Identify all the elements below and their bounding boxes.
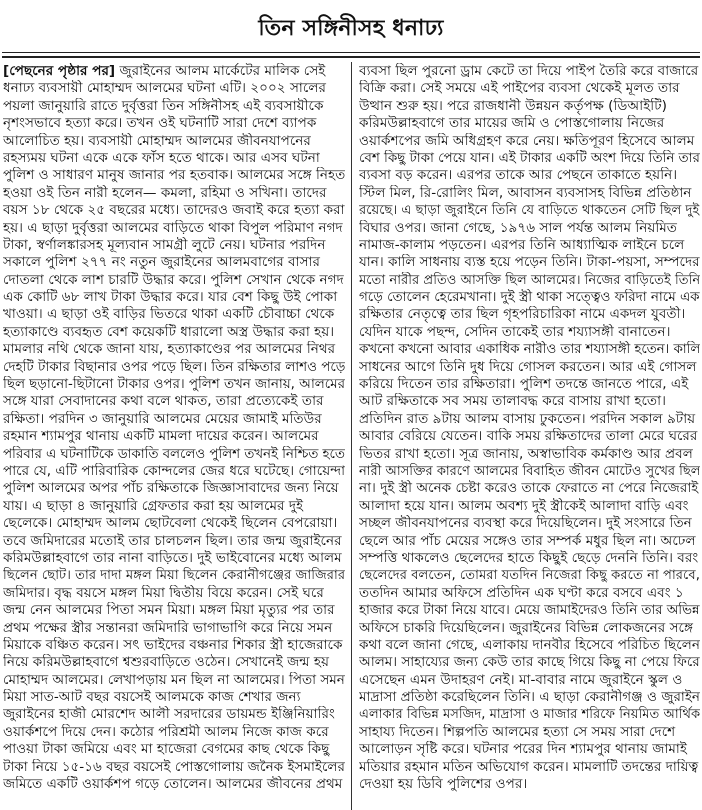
- article-line-text: মতিয়ার রহমান মতিন অভিযোগ করেন। মামলাটি তদন্তের দায়িত্ব: [359, 758, 699, 775]
- article-line-text: বয়স ১৮ থেকে ২৫ বছরের মধ্যে। তাদেরও জবাই করে হত্যা করা: [3, 202, 345, 219]
- article-line: [359, 672, 700, 689]
- article-line: [3, 741, 345, 758]
- article-line: [3, 498, 345, 515]
- article-line-text: হয়। এ ছাড়া দুর্বৃত্তরা আলমের বাড়িতে থাকা বিপুল পরিমাণ নগদ: [3, 219, 343, 236]
- article-line-text: টাকা নিয়ে ১৫-১৬ বছর বয়সেই পোস্তগোলায় জনৈক ইসমাইলের: [3, 758, 345, 775]
- article-line: [359, 324, 700, 341]
- article-line-text: কথা বলে জানা গেছে, এলাকায় দানবীর হিসেবে পরিচিত ছিলেন: [359, 636, 700, 653]
- article-line-text: রক্ষিতার নেতৃত্বে তার ছিল গৃহপরিচারিকা নামে একদল যুবতী।: [359, 306, 686, 323]
- article-line-text: যান। কালি সাধনায় ব্যস্ত হয়ে পড়েন তিনি। টাকা-পয়সা, সম্পদের: [359, 254, 700, 271]
- article-line: [359, 480, 700, 497]
- article-line: [359, 272, 700, 289]
- article-column-left: [3, 63, 345, 810]
- article-line-text: প্রথম পক্ষের স্ত্রীর সন্তানরা জমিদারি ভাগাভাগি করে নিয়ে সমন: [3, 619, 333, 636]
- article-line-text: ভিতর রাখা হতো। সূত্র জানায়, অস্বাভাবিক কর্মকাণ্ড আর প্রবল: [359, 445, 693, 462]
- column-divider: [351, 62, 352, 810]
- article-line: [3, 341, 345, 358]
- article-line-text: প্রতিদিন রাত ৯টায় আলম বাসায় ঢুকতেন। পরদিন সকাল ৯টায়: [359, 410, 696, 427]
- article-line: [359, 567, 700, 584]
- article-line: [359, 289, 700, 306]
- article-line: [3, 393, 345, 410]
- article-line-text: ছেলে আর পাঁচ মেয়ের সঙ্গেও তার সম্পর্ক মধুর ছিল না। অঢেল: [359, 532, 696, 549]
- article-line-text: মামলার নথি থেকে জানা যায়, হত্যাকাণ্ডের পর আলমের নিথর: [3, 341, 336, 358]
- article-line-text: যায়। এ ছাড়া ৪ জানুয়ারি গ্রেফতার করা হয় আলমের দুই: [3, 497, 304, 514]
- article-line-text: পারে যে, এটি পারিবারিক কোন্দলের জের ধরে ঘটেছে। গোয়েন্দা: [3, 462, 345, 479]
- article-line-text: মাদ্রাসা প্রতিষ্ঠা করেছিলেন তিনি। এ ছাড়া কেরানীগঞ্জ ও জুরাইন: [359, 689, 700, 706]
- article-line: [359, 689, 700, 706]
- article-line-text: রক্ষিতা। পরদিন ৩ জানুয়ারি আলমের মেয়ের জামাই মতিউর: [3, 410, 322, 427]
- article-line-text: ছেলেদের বলতেন, তোমরা যতদিন নিজেরা কিছু করতে না পারবে,: [359, 568, 700, 584]
- article-line-text: পুলিশ আলমের অপর পাঁচ রক্ষিতাকে জিজ্ঞাসাবাদের জন্য নিয়ে: [3, 480, 339, 497]
- article-line: [3, 185, 345, 202]
- article-line: [3, 63, 345, 80]
- article-line: [3, 446, 345, 463]
- article-line-text: যেদিন যাকে পছন্দ, সেদিন তাকেই তার শয্যাসঙ্গী বানাতেন।: [359, 323, 671, 340]
- article-line-text: পরিবার এ ঘটনাটিকে ডাকাতি বললেও পুলিশ তখনই নিশ্চিত হতে: [3, 446, 345, 462]
- article-line: [3, 411, 345, 428]
- article-line: [3, 480, 345, 497]
- article-line-text: ততদিন আমার অফিসে প্রতিদিন এক ঘণ্টা করে বসবে এবং ১: [359, 584, 684, 601]
- article-line: [359, 341, 700, 358]
- article-line-text: ব্যবসা বড় করেন। এরপর তাকে আর পেছনে তাকাতে হয়নি।: [359, 167, 678, 184]
- article-line-text: খাওয়া। এ ছাড়া ওই বাড়ির ভিতরে থাকা একটি চৌবাচ্চা থেকে: [3, 306, 335, 323]
- article-line: [359, 220, 700, 237]
- article-line-text: জুরাইনের হাজী মোরশেদ আলী সরদারের ডায়মন্ড ইঞ্জিনিয়ারিং: [3, 706, 335, 723]
- article-column-right: [359, 63, 700, 810]
- article-line-text: হওয়া ওই তিন নারী হলেন— কমলা, রহিমা ও সখিনা। তাদের: [3, 184, 327, 201]
- article-line: [3, 115, 345, 132]
- article-line: [359, 498, 700, 515]
- article-line: [3, 237, 345, 254]
- article-line-text: ওয়ার্কশপের জমি অধিগ্রহণ করে নেয়। ক্ষতিপূরণ হিসেবে আলম: [359, 132, 695, 149]
- article-line-text: জন্ম নেন আলমের পিতা সমন মিয়া। মঙ্গল মিয়া মৃত্যুর পর তার: [3, 602, 335, 619]
- article-line: [359, 133, 700, 150]
- article-line: [359, 706, 700, 723]
- article-line: [3, 515, 345, 532]
- article-line: [359, 150, 700, 167]
- headline-area: [0, 0, 702, 62]
- article-line-text: জমিতে একটি ওয়ার্কশপ গড়ে তোলেন। আলমের জীবনের প্রথম: [3, 776, 343, 793]
- article-line-text: অফিসে চাকরি দিয়েছিলেন। জুরাইনের বিভিন্ন লোকজনের সঙ্গে: [359, 619, 694, 636]
- article-line-text: হাজার করে টাকা নিয়ে যাবে। মেয়ে জামাইদেরও তিনি তার অভিন্ন: [359, 603, 700, 619]
- article-line-text: এলাকার বিভিন্ন মসজিদ, মাদ্রাসা ও মাজার শরিফে নিয়মিত আর্থিক: [359, 707, 700, 723]
- article-line: [359, 741, 700, 758]
- article-line-text: নামাজ-কালাম পড়তেন। এরপর তিনি আধ্যাত্মিক লাইনে চলে: [359, 236, 685, 253]
- article-line-text: বিক্রি করা। সেই সময়ে এই পাইপের ব্যবসা থেকেই মূলত তার: [359, 80, 680, 97]
- article-line: [359, 80, 700, 97]
- article-line-text: রহমান শ্যামপুর থানায় একটি মামলা দায়ের করেন। আলমের: [3, 428, 319, 445]
- article-line-text: বেশ কিছু টাকা পেয়ে যান। এই টাকার একটি অংশ দিয়ে তিনি তার: [359, 150, 700, 166]
- article-line: [3, 689, 345, 706]
- article-line: [3, 376, 345, 393]
- article-line: [359, 428, 700, 445]
- headline-rule-thin: [2, 52, 700, 53]
- article-line-text: মিয়া সাত-আট বছর বয়সেই আলমকে কাজ শেখার জন্য: [3, 689, 301, 706]
- article-line-text: করিয়ে দিতেন তার রক্ষিতারা। পুলিশ তদন্তে জানতে পারে, এই: [359, 376, 689, 393]
- article-line-text: রহস্যময় ঘটনা একে একে ফাঁস হতে থাকে। আর এসব ঘটনা: [3, 149, 320, 166]
- article-line: [359, 393, 700, 410]
- article-line: [359, 446, 700, 463]
- article-line-text: বিঘার ওপর। জানা গেছে, ১৯৭৬ সাল পর্যন্ত আলম নিয়মিত: [359, 219, 677, 236]
- article-line-text: করিমউল্লাহবাগে তার নানা বাড়িতে। দুই ভাইবোনের মধ্যে আলম: [3, 549, 342, 566]
- article-line: [3, 324, 345, 341]
- article-line: [359, 306, 700, 323]
- article-line: [359, 724, 700, 741]
- article-line: [359, 654, 700, 671]
- article-line-text: রয়েছে। এ ছাড়া জুরাইনে তিনি যে বাড়িতে থাকতেন সেটি ছিল দুই: [359, 203, 700, 219]
- article-line: [3, 654, 345, 671]
- headline-rule-thick: [2, 56, 700, 58]
- article-line: [359, 620, 700, 637]
- article-line: [3, 567, 345, 584]
- headline: তিন সঙ্গিনীসহ ধনাঢ্য: [258, 16, 444, 41]
- article-line-text: এক কোটি ৬৮ লাখ টাকা উদ্ধার করে। যার বেশ কিছু উই পোকা: [3, 289, 338, 306]
- article-line-text: নৃশংসভাবে হত্যা করে। তখন ওই ঘটনাটি সারা দেশে ব্যাপক: [3, 115, 317, 132]
- article-line: [3, 202, 345, 219]
- article-line: [359, 776, 700, 793]
- article-line-text: আট রক্ষিতাকে সব সময় তালাবদ্ধ করে বাসায় রাখা হতো।: [359, 393, 666, 410]
- continued-from-label: [পেছনের পৃষ্ঠার পর]: [3, 63, 116, 79]
- article-line: [3, 672, 345, 689]
- article-line-text: তবে জমিদারের মতোই তার চালচলন ছিল। তার জন্ম জুরাইনের: [3, 532, 342, 549]
- article-line: [3, 550, 345, 567]
- article-line-text: সচ্ছল জীবনযাপনের ব্যবস্থা করে দিয়েছিলেন। দুই সংসারে তিন: [359, 515, 692, 532]
- article-line-text: উত্থান শুরু হয়। পরে রাজধানী উন্নয়ন কর্তৃপক্ষ (ডিআইটি): [359, 97, 667, 114]
- article-line: [359, 202, 700, 219]
- article-line: [3, 289, 345, 306]
- article-line: [3, 602, 345, 619]
- article-line-text: দেওয়া হয় ডিবি পুলিশের ওপর।: [359, 776, 528, 793]
- article-line-text: ছিলেন ছোট। তার দাদা মঙ্গল মিয়া ছিলেন কেরানীগঞ্জের জাজিরার: [3, 568, 345, 584]
- article-line: [359, 376, 700, 393]
- article-line: [3, 585, 345, 602]
- article-line-text: গড়ে তোলেন হেরেমখানা। দুই স্ত্রী থাকা সত্ত্বেও ফরিদা নামে এক: [359, 290, 700, 306]
- article-line: [3, 254, 345, 271]
- article-line: [359, 585, 700, 602]
- article-line-text: করিমউল্লাহবাগে তার মায়ের জমি ও পোস্তগোলায় নিজের: [359, 115, 665, 132]
- article-line: [359, 237, 700, 254]
- article-line-text: সাধনের আগে তিনি দুধ দিয়ে গোসল করতেন। আর এই গোসল: [359, 358, 697, 375]
- article-line-text: নারী আসক্তির কারণে আলমের বিবাহিত জীবন মোটেও সুখের ছিল: [359, 463, 700, 479]
- article-line: [359, 254, 700, 271]
- article-line-text: ধনাঢ্য ব্যবসায়ী মোহাম্মদ আলমের ঘটনা এটি। ২০০২ সালের: [3, 80, 326, 97]
- article-line-text: আলাদা হয়ে যান। আলম অবশ্য দুই স্ত্রীকেই আলাদা বাড়ি এবং: [359, 497, 689, 514]
- article-line-text: ছেলেকে। মোহাম্মদ আলম ছোটবেলা থেকেই ছিলেন বেপরোয়া।: [3, 515, 338, 532]
- article-line-text: দোতলা থেকে লাশ চারটি উদ্ধার করে। পুলিশ সেখান থেকে নগদ: [3, 271, 344, 288]
- article-line-text: স্টিল মিল, রি-রোলিং মিল, আবাসন ব্যবসাসহ বিভিন্ন প্রতিষ্ঠান: [359, 184, 692, 201]
- article-line-text: পুলিশ ও সাধারণ মানুষ জানার পর হতবাক। আলমের সঙ্গে নিহত: [3, 167, 345, 184]
- article-line: [359, 63, 700, 80]
- article-line: [3, 272, 345, 289]
- article-line: [359, 185, 700, 202]
- article-line-text: আলম। সাহায্যের জন্য কেউ তার কাছে গিয়ে কিছু না পেয়ে ফিরে: [359, 654, 700, 671]
- article-line-text: না। দুই স্ত্রী অনেক চেষ্টা করেও তাকে ফেরাতে না পেরে নিজেরাই: [359, 480, 699, 497]
- article-line-text: কখনো কখনো আবার একাধিক নারীও তার শয্যাসঙ্গী হতেন। কালি: [359, 342, 700, 358]
- article-line-text: মতো নারীর প্রতিও আসক্তি ছিল আলমের। নিজের বাড়িতেই তিনি: [359, 272, 700, 288]
- article-line: [3, 759, 345, 776]
- article-line: [3, 533, 345, 550]
- article-line: [3, 637, 345, 654]
- article-line: [3, 706, 345, 723]
- article-line: [3, 359, 345, 376]
- article-line: [3, 306, 345, 323]
- article-line: [359, 411, 700, 428]
- article-line-text: এসেছেন এমন উদাহরণ নেই। মা-বাবার নামে জুরাইনে স্কুল ও: [359, 671, 683, 688]
- article-line: [3, 133, 345, 150]
- article-line: [3, 80, 345, 97]
- article-line-text: টাকা, স্বর্ণালঙ্কারসহ মূল্যবান সামগ্রী লুটে নেয়। ঘটনার পরদিন: [3, 236, 326, 253]
- article-line: [359, 359, 700, 376]
- article-line: [359, 167, 700, 184]
- article-line: [359, 602, 700, 619]
- article-line-text: মিয়াকে বঞ্চিত করেন। সৎ ভাইদের বঞ্চনার শিকার স্ত্রী হাজেরাকে: [3, 636, 343, 653]
- article-line-text: সঙ্গে যারা সেবাদানের কথা বলে থাকত, তারা প্রত্যেকেই তার: [3, 393, 324, 410]
- article-line-text: ছিল ছড়ানো-ছিটানো টাকার ওপর। পুলিশ তখন জানায়, আলমের: [3, 377, 345, 393]
- article-line: [359, 550, 700, 567]
- article-line: [359, 463, 700, 480]
- article-line-text: সকালে পুলিশ ২৭৭ নং নতুন জুরাইনের আলমবাগের বাসার: [3, 254, 320, 271]
- article-line-text: পাওয়া টাকা জমিয়ে এবং মা হাজেরা বেগমের কাছ থেকে কিছু: [3, 741, 330, 758]
- article-line: [359, 637, 700, 654]
- article-line: [3, 620, 345, 637]
- article-line: [3, 150, 345, 167]
- article-line: [3, 167, 345, 184]
- article-line: [359, 759, 700, 776]
- article-line-text: মোহাম্মদ আলমের। লেখাপড়ায় মন ছিল না আলমের। পিতা সমন: [3, 671, 345, 688]
- article-line-text: দেহটি টাকার বিছানার ওপর পড়ে ছিল। তিন রক্ষিতার লাশও পড়ে: [3, 359, 345, 375]
- article-line-text: সম্পত্তি থাকলেও ছেলেদের হাতে কিছুই ছেড়ে দেননি তিনি। বরং: [359, 549, 699, 566]
- article-line: [3, 724, 345, 741]
- article-line: [359, 533, 700, 550]
- article-line-text: জমিদার। বৃদ্ধ বয়সে মঙ্গল মিয়া দ্বিতীয় বিয়ে করেন। সেই ঘরে: [3, 584, 324, 601]
- article-line-text: হত্যাকাণ্ডে ব্যবহৃত বেশ কয়েকটি ধারালো অস্ত্র উদ্ধার করা হয়।: [3, 323, 335, 340]
- article-line: [359, 515, 700, 532]
- article-line: [3, 776, 345, 793]
- article-line-text: আবার বেরিয়ে যেতেন। বাকি সময় রক্ষিতাদের তালা মেরে ঘরের: [359, 428, 698, 445]
- article-line-text: নিয়ে করিমউল্লাহবাগে শ্বশুরবাড়িতে ওঠেন। সেখানেই জন্ম হয়: [3, 654, 330, 671]
- article-line: [359, 115, 700, 132]
- article-line: [3, 98, 345, 115]
- article-line-text: আলোড়ন সৃষ্টি করে। ঘটনার পরের দিন শ্যামপুর থানায় জামাই: [359, 741, 687, 758]
- article-line: [359, 98, 700, 115]
- article-line: [3, 428, 345, 445]
- article-line-text: সাহায্য দিতেন। শিল্পপতি আলমের হত্যা সে সময় সারা দেশে: [359, 723, 676, 740]
- article-line-text: পয়লা জানুয়ারি রাতে দুর্বৃত্তরা তিন সঙ্গিনীসহ এই ব্যবসায়ীকে: [3, 97, 324, 114]
- article-line: [3, 463, 345, 480]
- article-line-text: ব্যবসা ছিল পুরনো ড্রাম কেটে তা দিয়ে পাইপ তৈরি করে বাজারে: [359, 63, 699, 79]
- article-line-text: জুরাইনের আলম মার্কেটের মালিক সেই: [115, 63, 326, 79]
- article-line: [3, 220, 345, 237]
- article-line-text: ওয়ার্কশপে দিয়ে দেন। কঠোর পরিশ্রমী আলম নিজে কাজ করে: [3, 723, 329, 740]
- article-line-text: আলোচিত হয়। ব্যবসায়ী মোহাম্মদ আলমের জীবনযাপনের: [3, 132, 311, 149]
